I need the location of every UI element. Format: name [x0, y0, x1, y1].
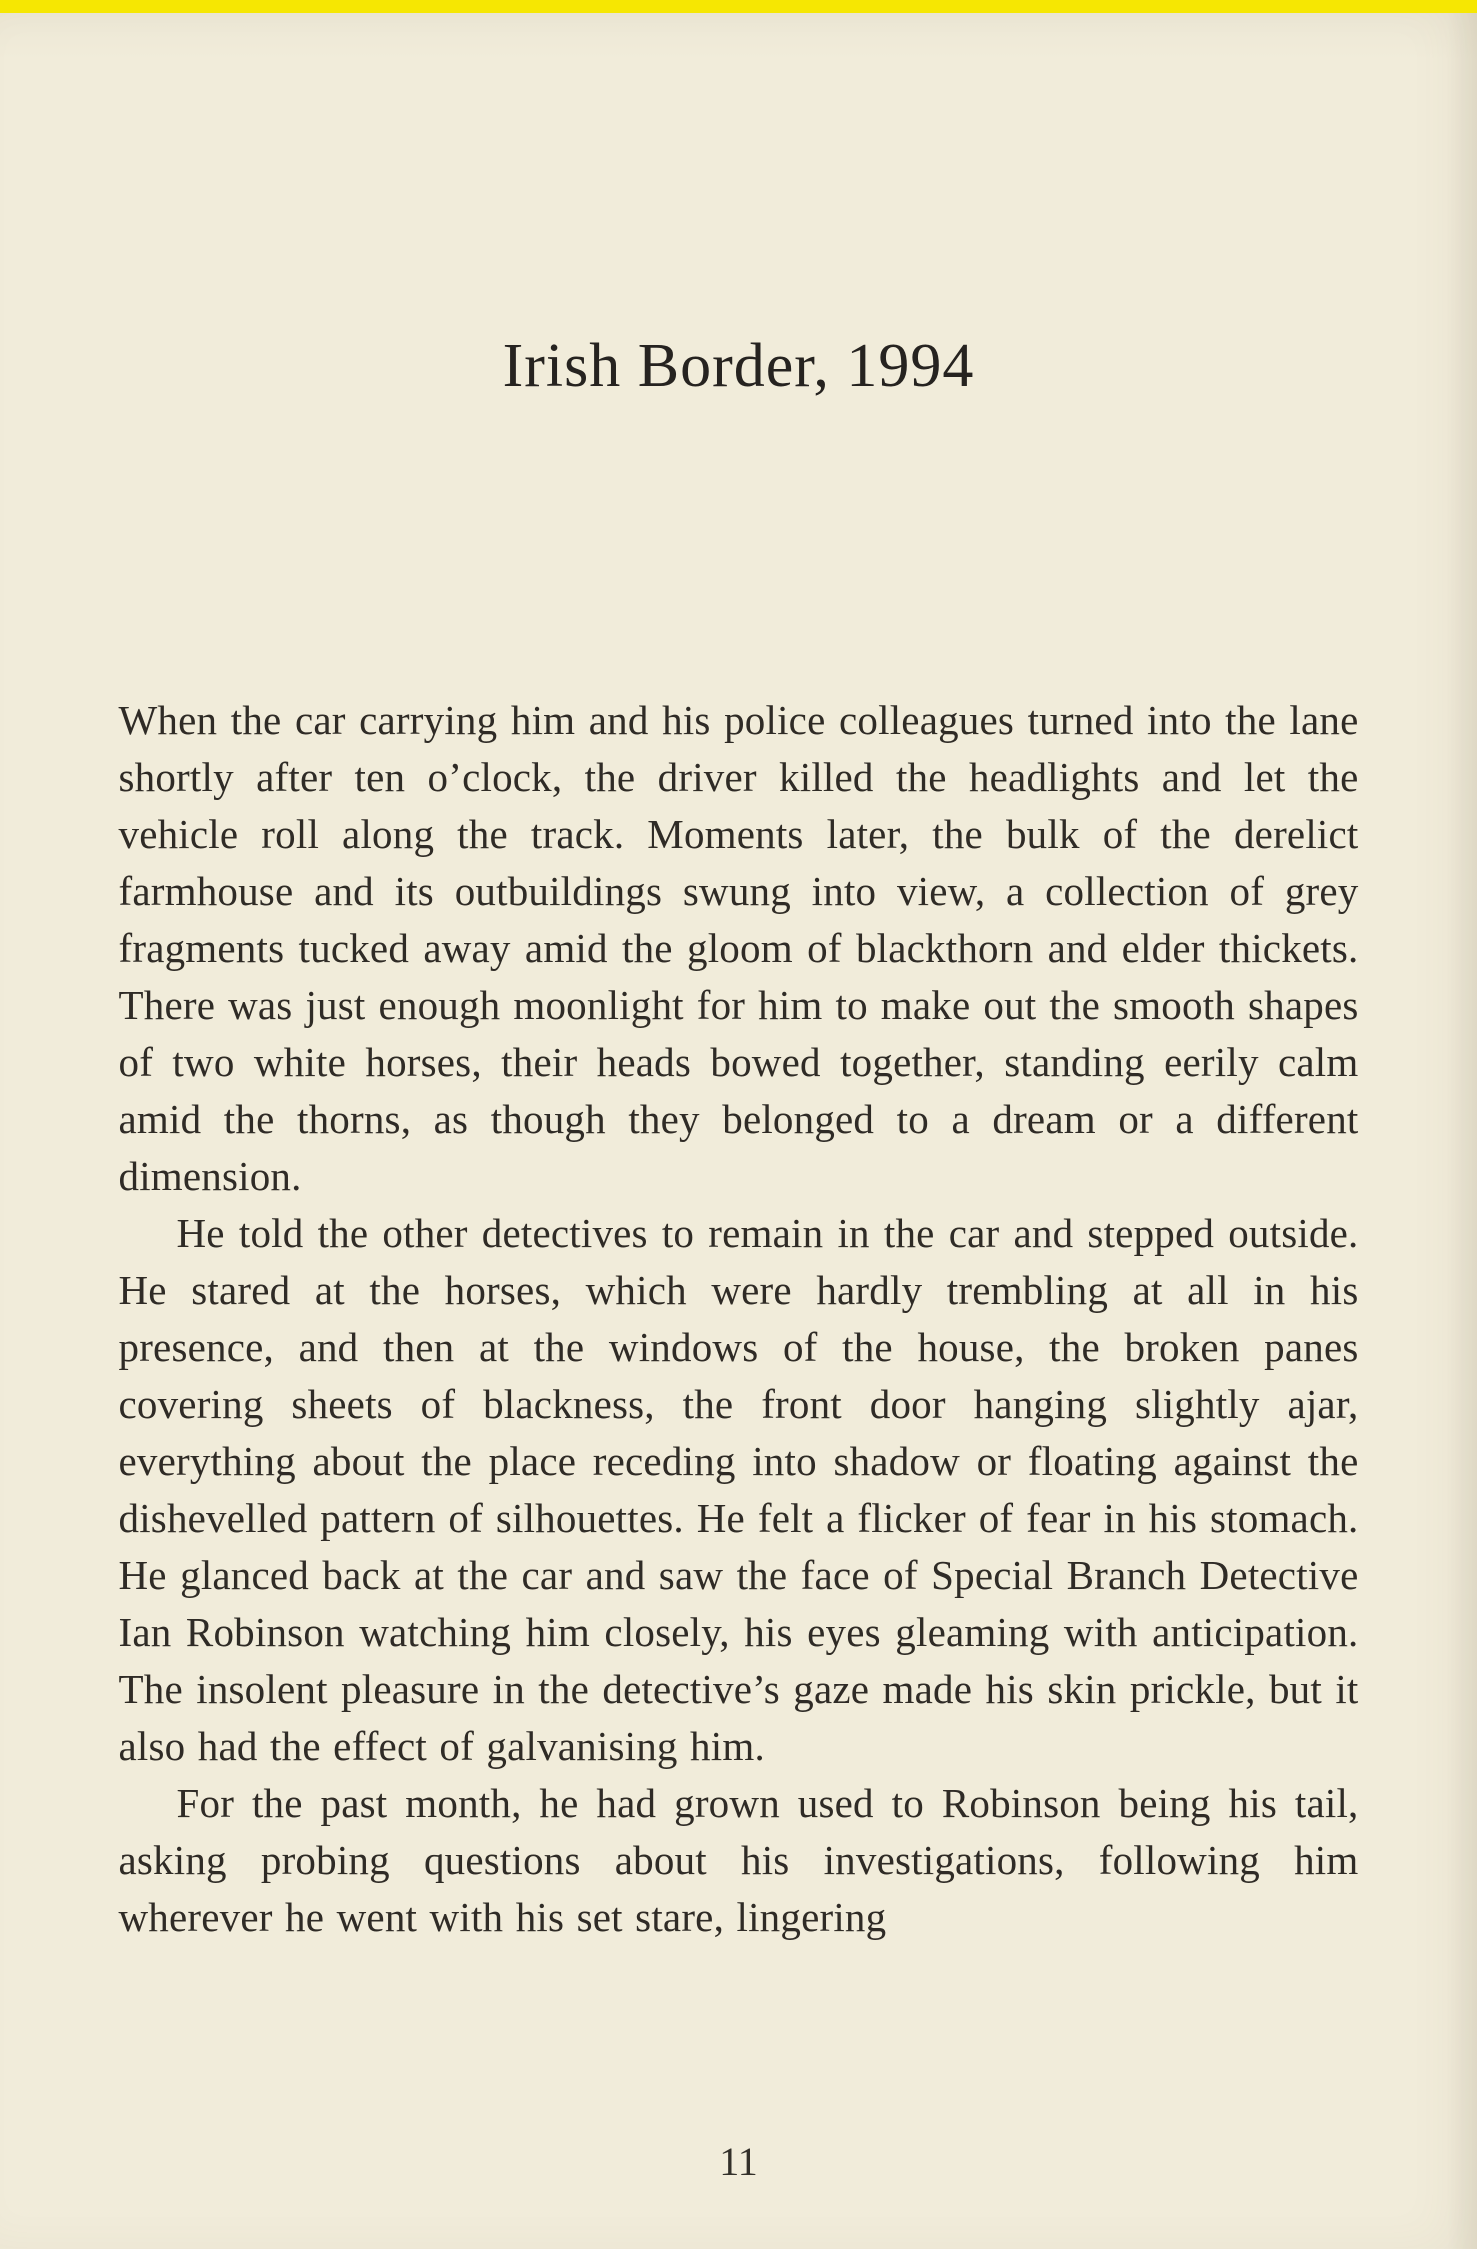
chapter-title: Irish Border, 1994 [502, 332, 975, 400]
paragraph-2: He told the other detectives to remain in the car and stepped outside. He stared at the horses, which were hardly trembling at all in his presence, and then at the windows of the house, the broken panes covering sheets of blackness, the front door hanging slightly ajar, everything about the place receding into shadow or floating against the dishevelled pattern of silhouettes. He felt a flicker of fear in his stomach. He glanced back at the car and saw the face of Special Branch Detective Ian Robinson watching him closely, his eyes gleaming with anticipation. The insolent pleasure in the detective’s gaze made his skin prickle, but it also had the effect of galvanising him. [118, 1210, 1359, 1770]
page-number: 11 [719, 2139, 758, 2184]
body-text [119, 692, 1359, 1946]
scan-edge-strip [0, 0, 1477, 13]
paragraph-1: When the car carrying him and his police colleagues turned into the lane shortly after ten o’clock, the driver killed the headlights and let the vehicle roll along the track. Moments later, the bulk of the derelict farmhouse and its outbuildings swung into view, a collection of grey fragments tucked away amid the gloom of blackthorn and elder thickets. There was just enough moonlight for him to make out the smooth shapes of two white horses, their heads bowed together, standing eerily calm amid the thorns, as though they belonged to a dream or a different dimension. [118, 697, 1359, 1200]
paragraph-3: For the past month, he had grown used to Robinson being his tail, asking probing questions about his investigations, following him wherever he went with his set stare, lingering [118, 1780, 1359, 1941]
